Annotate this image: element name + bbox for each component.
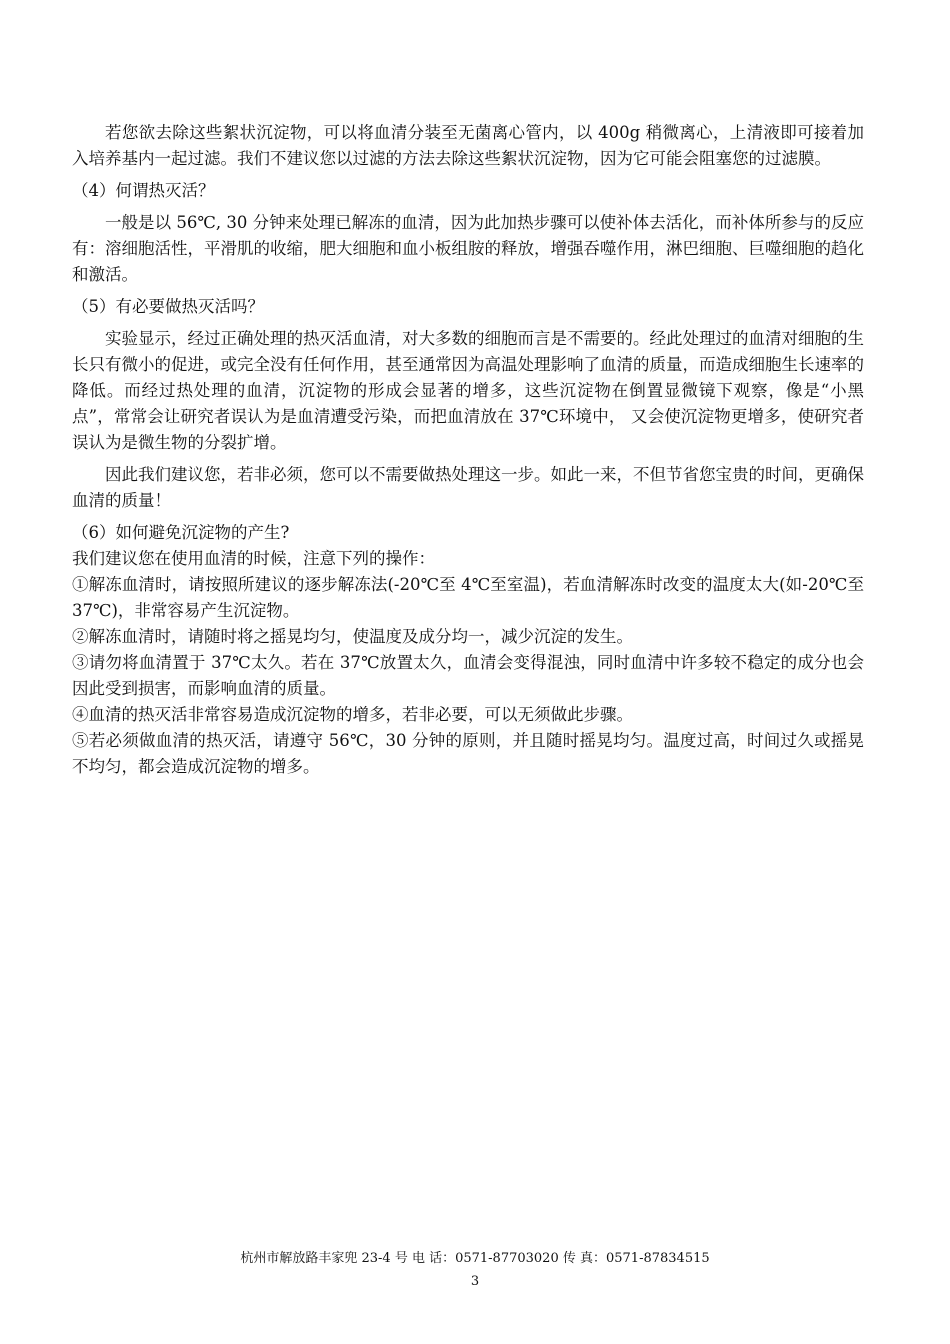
heading-heat-inactivation: （4）何谓热灭活？ xyxy=(72,181,215,200)
page-number: 3 xyxy=(470,1274,480,1289)
footer-contact: 杭州市解放路丰家兜 23-4 号 电 话：0571-87703020 传 真：0571-87834515 xyxy=(240,1251,710,1266)
list-item: ③请勿将血清置于 37℃太久。若在 37℃放置太久，血清会变得混浊，同时血清中许多较不稳定的成分也会因此受到损害，而影响血清的质量。 xyxy=(72,653,864,698)
heading-avoid-sediment: （6）如何避免沉淀物的产生? xyxy=(72,523,290,542)
paragraph-recommendation: 因此我们建议您，若非必须，您可以不需要做热处理这一步。如此一来，不但节省您宝贵的时间，更确保血清的质量！ xyxy=(72,465,864,510)
heading-heat-inactivation-necessity: （5）有必要做热灭活吗？ xyxy=(72,297,264,316)
paragraph-experiment-results: 实验显示，经过正确处理的热灭活血清，对大多数的细胞而言是不需要的。经此处理过的血清对细胞的生长只有微小的促进，或完全没有任何作用，甚至通常因为高温处理影响了血清的质量，而造成细胞生长速率的降低。而经过热处理的血清，沉淀物的形成会显著的增多，这些沉淀物在倒置显微镜下观察，像是“小黑点”，常常会让研究者误认为是血清遭受污染，而把血清放在 37℃环境中， 又会使沉淀物更增多，使研究者误认为是微生物的分裂扩增。 xyxy=(72,329,864,452)
list-item: ⑤若必须做血清的热灭活，请遵守 56℃，30 分钟的原则，并且随时摇晃均匀。温度过高，时间过久或摇晃不均匀，都会造成沉淀物的增多。 xyxy=(72,731,864,776)
list-item: ④血清的热灭活非常容易造成沉淀物的增多，若非必要，可以无须做此步骤。 xyxy=(72,705,633,724)
list-intro: 我们建议您在使用血清的时候，注意下列的操作： xyxy=(72,549,435,568)
operation-list xyxy=(72,572,864,780)
paragraph-heat-inactivation-definition: 一般是以 56℃, 30 分钟来处理已解冻的血清，因为此加热步骤可以使补体去活化，而补体所参与的反应有：溶细胞活性，平滑肌的收缩，肥大细胞和血小板组胺的释放，增强吞噬作用，淋巴细胞、巨噬细胞的趋化和激活。 xyxy=(72,213,864,284)
list-item: ②解冻血清时，请随时将之摇晃均匀，使温度及成分均一，减少沉淀的发生。 xyxy=(72,627,633,646)
document-body xyxy=(72,120,864,780)
list-item: ①解冻血清时，请按照所建议的逐步解冻法(-20℃至 4℃至室温)，若血清解冻时改变的温度太大(如-20℃至 37℃)，非常容易产生沉淀物。 xyxy=(72,575,864,620)
paragraph-sediment-removal: 若您欲去除这些絮状沉淀物，可以将血清分装至无菌离心管内，以 400g 稍微离心，上清液即可接着加入培养基内一起过滤。我们不建议您以过滤的方法去除这些絮状沉淀物，因为它可能会阻塞您的过滤膜。 xyxy=(72,123,864,168)
